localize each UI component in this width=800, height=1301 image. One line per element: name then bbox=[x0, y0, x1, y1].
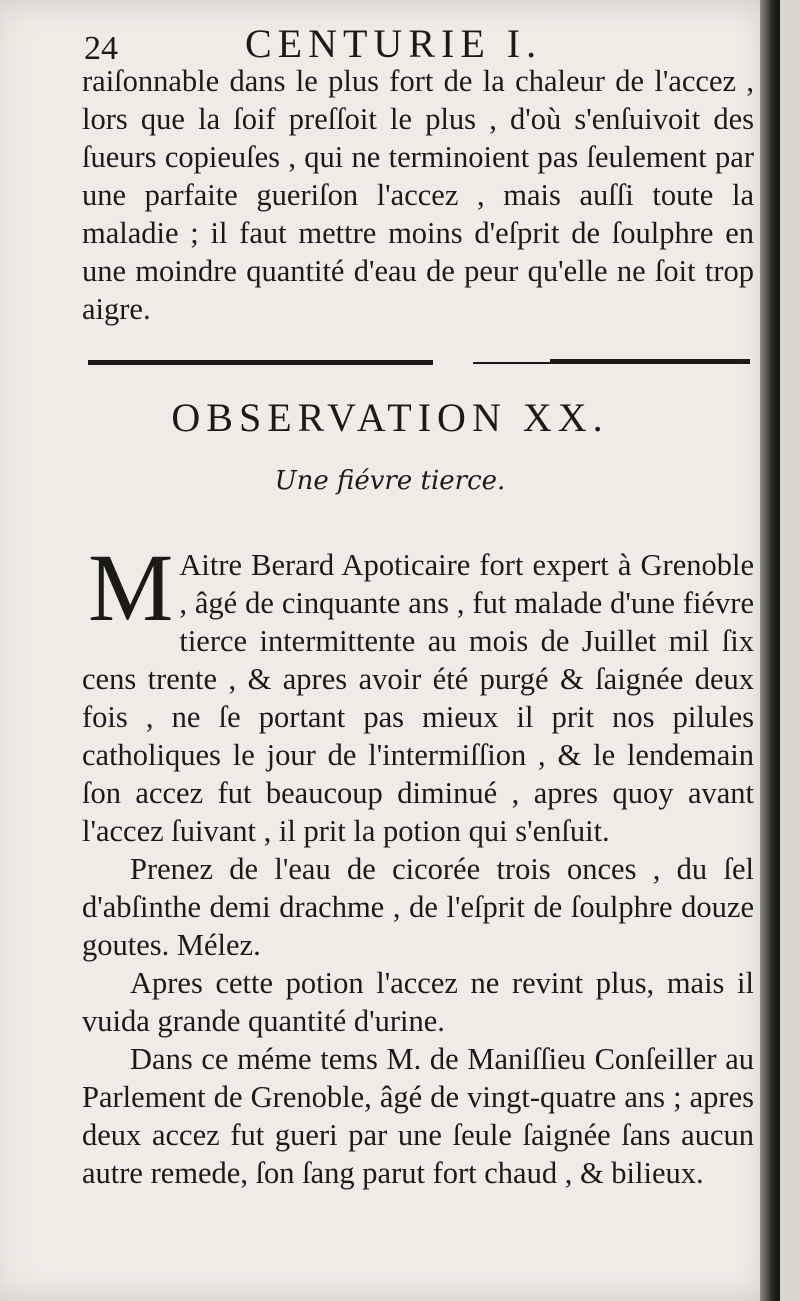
paragraph-4: Dans ce méme tems M. de Maniſſieu Conſeiller au Parlement de Grenoble, âgé de vingt-quatre ans ; apres deux accez fut gueri par une ſeule ſaignée ſans aucun autre remede, ſon ſang parut fort chaud , & bilieux. bbox=[82, 1042, 754, 1190]
observation-subtitle: Une fiévre tierce. bbox=[274, 466, 506, 496]
observation-body bbox=[82, 534, 754, 1192]
paragraph-3: Apres cette potion l'accez ne revint plus, mais il vuida grande quantité d'urine. bbox=[82, 966, 754, 1038]
paragraph-1-text: Aitre Berard Apoticaire fort expert à Grenoble , âgé de cinquante ans , fut malade d'une fiévre tierce intermittente au mois de Juillet mil ſix cens trente , & apres avoir été purgé & ſaignée deux fois , ne ſe portant pas mieux il prit nos pilules catholiques le jour de l'intermiſſion , & le lendemain ſon accez fut beaucoup diminué , apres quoy avant l'accez ſuivant , il prit la potion qui s'enſuit. bbox=[82, 548, 754, 848]
running-title: CENTURIE I. bbox=[245, 21, 543, 66]
running-head bbox=[0, 14, 780, 67]
drop-cap: M bbox=[88, 534, 174, 641]
section-divider bbox=[88, 356, 750, 368]
observation-title: OBSERVATION XX. bbox=[171, 395, 609, 440]
continued-paragraph bbox=[82, 62, 754, 328]
page-gutter-shadow bbox=[760, 0, 780, 1301]
continued-text: raiſonnable dans le plus fort de la chaleur de l'accez , lors que la ſoif preſſoit le plus , d'où s'enſuivoit des ſueurs copieuſes , qui ne terminoient pas ſeulement par une parfaite gueriſon l'accez , mais auſſi toute la maladie ; il faut mettre moins d'eſprit de ſoulphre en une moindre quantité d'eau de peur qu'elle ne ſoit trop aigre. bbox=[82, 64, 754, 326]
paragraph-1 bbox=[82, 534, 754, 850]
page-number: 24 bbox=[84, 30, 118, 67]
paragraph-2: Prenez de l'eau de cicorée trois onces , du ſel d'abſinthe demi drachme , de l'eſprit de ſoulphre douze goutes. Mélez. bbox=[82, 852, 754, 962]
